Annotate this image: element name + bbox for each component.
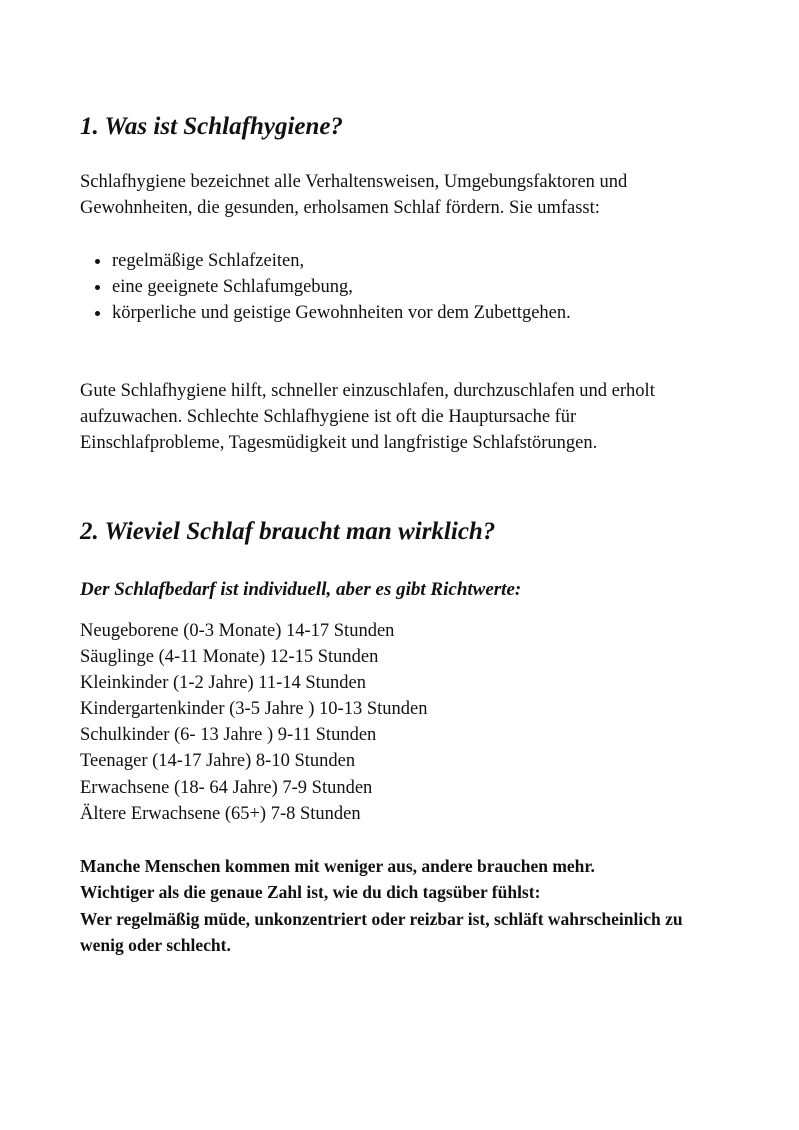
section-2-note-line: Manche Menschen kommen mit weniger aus, andere brauchen mehr. (80, 856, 595, 876)
sleep-requirement-item: Schulkinder (6- 13 Jahre ) 9-11 Stunden (80, 725, 377, 746)
bullet-dot-icon (95, 311, 100, 316)
sleep-requirement-item: Ältere Erwachsene (65+) 7-8 Stunden (80, 803, 361, 824)
sleep-requirement-item: Kindergartenkinder (3-5 Jahre ) 10-13 Stunden (80, 699, 428, 720)
sleep-requirement-item: Erwachsene (18- 64 Jahre) 7-9 Stunden (80, 777, 373, 798)
bullet-dot-icon (95, 259, 100, 264)
sleep-requirement-item: Kleinkinder (1-2 Jahre) 11-14 Stunden (80, 673, 366, 694)
section-2-note (80, 853, 720, 958)
section-2-note-line: Wer regelmäßig müde, unkonzentriert oder reizbar ist, schläft wahrscheinlich zu (80, 908, 683, 929)
hygiene-bullet-list (80, 248, 571, 326)
section-2-note-line: Wichtiger als die genaue Zahl ist, wie du dich tagsüber fühlst: (80, 882, 541, 903)
sleep-requirements-list (80, 618, 427, 827)
section-1-summary-line: Gute Schlafhygiene hilft, schneller einzuschlafen, durchzuschlafen und erholt (80, 381, 655, 401)
section-1-intro-line: Schlafhygiene bezeichnet alle Verhaltensweisen, Umgebungsfaktoren und (80, 172, 628, 192)
section-2-note-line: wenig oder schlecht. (80, 934, 231, 955)
section-1-intro-line: Gewohnheiten, die gesunden, erholsamen Schlaf fördern. Sie umfasst: (80, 198, 600, 218)
bullet-item: körperliche und geistige Gewohnheiten vor dem Zubettgehen. (80, 300, 571, 326)
bullet-dot-icon (95, 285, 100, 290)
section-1-heading: 1. Was ist Schlafhygiene? (80, 113, 343, 140)
section-1-summary-line: aufzuwachen. Schlechte Schlafhygiene ist oft die Hauptursache für (80, 407, 577, 427)
section-1-intro (80, 169, 720, 221)
section-2-heading: 2. Wieviel Schlaf braucht man wirklich? (80, 518, 496, 545)
section-2-subheading: Der Schlafbedarf ist individuell, aber es gibt Richtwerte: (80, 579, 522, 600)
sleep-requirement-item: Neugeborene (0-3 Monate) 14-17 Stunden (80, 621, 395, 641)
section-1-summary-line: Einschlafprobleme, Tagesmüdigkeit und langfristige Schlafstörungen. (80, 433, 598, 453)
sleep-requirement-item: Teenager (14-17 Jahre) 8-10 Stunden (80, 751, 356, 772)
section-1-summary (80, 378, 720, 456)
bullet-item: eine geeignete Schlafumgebung, (80, 274, 571, 300)
sleep-requirement-item: Säuglinge (4-11 Monate) 12-15 Stunden (80, 647, 379, 668)
bullet-item: regelmäßige Schlafzeiten, (80, 248, 571, 274)
